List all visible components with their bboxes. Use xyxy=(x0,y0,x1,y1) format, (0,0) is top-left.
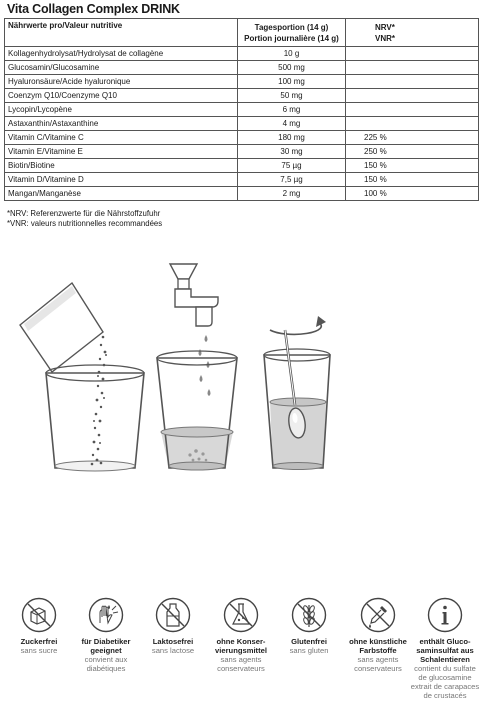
info-icon xyxy=(427,597,463,633)
milk-bottle-icon xyxy=(155,597,191,633)
nutrient-amount: 30 mg xyxy=(238,145,346,159)
nutrient-amount: 500 mg xyxy=(238,61,346,75)
table-row xyxy=(5,173,479,187)
flask-icon xyxy=(223,597,259,633)
nutrient-name: Lycopin/Lycopène xyxy=(5,103,238,117)
table-row xyxy=(5,145,479,159)
nutrient-name: Biotin/Biotine xyxy=(5,159,238,173)
table-row xyxy=(5,131,479,145)
rotate-arrow-icon xyxy=(270,316,326,334)
nutrient-name: Vitamin D/Vitamine D xyxy=(5,173,238,187)
table-row xyxy=(5,47,479,61)
feature-lactose-free xyxy=(137,597,209,655)
feature-no-preservatives xyxy=(205,597,277,673)
footnote-vnr: *VNR: valeurs nutritionnelles recommandées xyxy=(7,219,163,228)
nutrient-name: Kollagenhydrolysat/Hydrolysat de collagène xyxy=(5,47,238,61)
header-nutrients: Nährwerte pro/Valeur nutritive xyxy=(5,19,238,47)
header-nrv-fr: VNR* xyxy=(375,33,396,43)
sugar-cubes-icon xyxy=(21,597,57,633)
preparation-illustration xyxy=(0,255,483,585)
nutrient-name: Vitamin C/Vitamine C xyxy=(5,131,238,145)
diabetic-hand-icon xyxy=(88,597,124,633)
nutrient-nrv xyxy=(346,117,479,131)
dye-dropper-icon xyxy=(360,597,396,633)
header-daily-portion-fr: Portion journalière (14 g) xyxy=(244,33,339,43)
nutrient-nrv: 225 % xyxy=(346,131,479,145)
footnote-nrv: *NRV: Referenzwerte für die Nährstoffzufuhr xyxy=(7,209,161,218)
nutrient-name: Astaxanthin/Astaxanthine xyxy=(5,117,238,131)
table-row xyxy=(5,187,479,201)
table-body xyxy=(5,47,479,201)
label-gluten-free: Glutenfrei xyxy=(291,637,327,646)
label-no-dyes: ohne künstliche Farbstoffe xyxy=(349,637,407,655)
glass-2-icon xyxy=(157,351,237,470)
feature-diabetics xyxy=(70,597,142,673)
nutrient-nrv xyxy=(346,61,479,75)
nutrient-name: Hyaluronsäure/Acide hyaluronique xyxy=(5,75,238,89)
nutrient-amount: 2 mg xyxy=(238,187,346,201)
sub-sugar-free: sans sucre xyxy=(20,646,58,655)
nutrient-nrv: 250 % xyxy=(346,145,479,159)
label-sugar-free: Zuckerfrei xyxy=(20,637,58,646)
nutrient-name: Vitamin E/Vitamine E xyxy=(5,145,238,159)
table-header-row xyxy=(5,19,479,47)
header-nrv xyxy=(346,19,479,47)
nutrient-amount: 75 µg xyxy=(238,159,346,173)
nutrient-amount: 7,5 µg xyxy=(238,173,346,187)
sub-glucosamine-info: contient du sulfate de glucosamine extrait de carapaces de crustacés xyxy=(410,664,480,700)
table-row xyxy=(5,103,479,117)
nutrient-nrv: 150 % xyxy=(346,159,479,173)
header-daily-portion xyxy=(238,19,346,47)
nutrient-amount: 180 mg xyxy=(238,131,346,145)
nutrient-amount: 4 mg xyxy=(238,117,346,131)
sub-gluten-free: sans gluten xyxy=(289,646,329,655)
table-row xyxy=(5,75,479,89)
nutrient-amount: 50 mg xyxy=(238,89,346,103)
feature-sugar-free xyxy=(3,597,75,655)
label-glucosamine-info: enthält Gluco-saminsulfat aus Schalentieren xyxy=(416,637,474,664)
nutrient-nrv xyxy=(346,75,479,89)
nutrient-nrv xyxy=(346,89,479,103)
table-row xyxy=(5,159,479,173)
sub-no-dyes: sans agents conservateurs xyxy=(354,655,402,673)
label-lactose-free: Laktosefrei xyxy=(152,637,194,646)
header-nrv-de: NRV* xyxy=(375,22,395,32)
product-title: Vita Collagen Complex DRINK xyxy=(7,2,180,16)
nutrition-table xyxy=(4,18,479,201)
feature-no-dyes xyxy=(342,597,414,673)
feature-icons xyxy=(0,597,483,720)
nutrient-name: Glucosamin/Glucosamine xyxy=(5,61,238,75)
sub-lactose-free: sans lactose xyxy=(151,646,195,655)
nutrient-nrv xyxy=(346,103,479,117)
sub-no-preservatives: sans agents conservateurs xyxy=(217,655,265,673)
wheat-icon xyxy=(291,597,327,633)
feature-glucosamine-info xyxy=(409,597,481,700)
table-row xyxy=(5,61,479,75)
nutrient-name: Coenzym Q10/Coenzyme Q10 xyxy=(5,89,238,103)
header-daily-portion-de: Tagesportion (14 g) xyxy=(254,22,329,32)
nutrient-amount: 6 mg xyxy=(238,103,346,117)
nutrient-nrv xyxy=(346,47,479,61)
sachet-icon xyxy=(20,283,103,372)
label-no-preservatives: ohne Konser-vierungsmittel xyxy=(215,637,267,655)
footnotes xyxy=(7,209,162,229)
glass-3-icon xyxy=(264,330,330,470)
sub-diabetics: convient aux diabétiques xyxy=(84,655,128,673)
table-row xyxy=(5,89,479,103)
table-row xyxy=(5,117,479,131)
nutrient-nrv: 100 % xyxy=(346,187,479,201)
faucet-icon xyxy=(170,264,218,396)
label-diabetics: für Diabetiker geeignet xyxy=(81,637,131,655)
nutrient-amount: 100 mg xyxy=(238,75,346,89)
feature-gluten-free xyxy=(273,597,345,655)
nutrient-nrv: 150 % xyxy=(346,173,479,187)
nutrient-name: Mangan/Manganèse xyxy=(5,187,238,201)
nutrient-amount: 10 g xyxy=(238,47,346,61)
